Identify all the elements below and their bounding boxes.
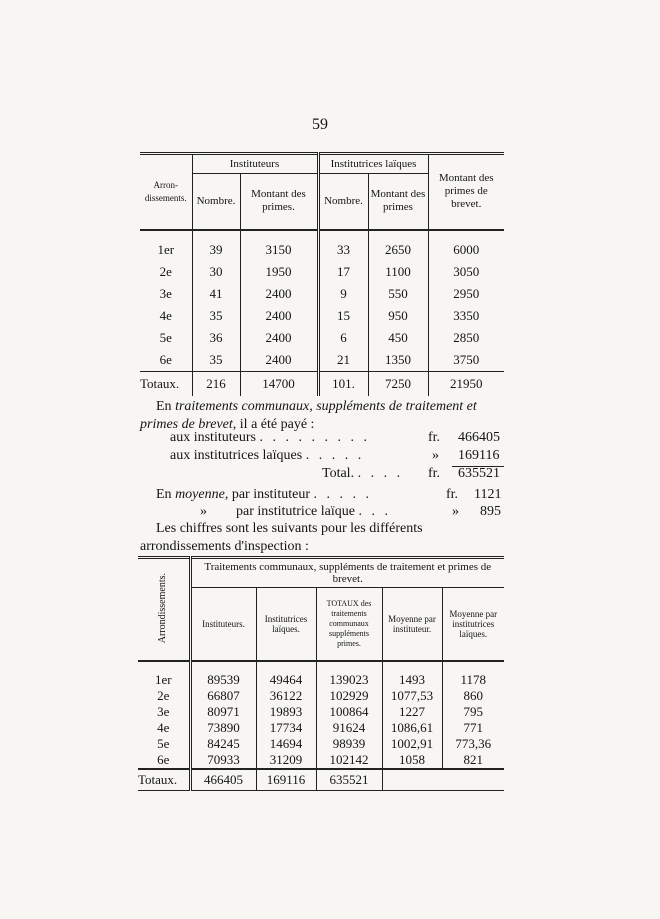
primes-table <box>140 152 504 396</box>
cell-arrond: 4e <box>159 307 172 323</box>
unit: » <box>452 504 459 519</box>
header-arrondissements: Arron-dissements. <box>140 154 192 230</box>
para-italic: traitements communaux, suppléments de traitement et primes de brevet, <box>140 399 477 432</box>
cell-arrond: 1er <box>154 672 172 687</box>
header-montant-brevet: Montant des primes de brevet. <box>428 154 504 230</box>
cell: 1350 <box>368 349 428 372</box>
cell: 101. <box>318 371 368 396</box>
cell: 821 <box>442 752 504 769</box>
cell: 635521 <box>316 769 382 791</box>
cell: 36122 <box>256 688 316 704</box>
cell: 2400 <box>240 349 318 372</box>
ditto-mark: » <box>200 504 207 519</box>
cell: 84245 <box>190 736 256 752</box>
table-row <box>140 327 504 349</box>
cell-arrond: 2e <box>159 263 172 279</box>
cell: 466405 <box>190 769 256 791</box>
table-row <box>140 261 504 283</box>
table-row <box>138 688 504 704</box>
totals-label: Totaux. <box>140 371 192 396</box>
cell: 450 <box>368 327 428 349</box>
cell: 169116 <box>256 769 316 791</box>
table-row <box>140 230 504 261</box>
cell: 3350 <box>428 305 504 327</box>
cell: 66807 <box>190 688 256 704</box>
cell: 795 <box>442 704 504 720</box>
cell: 35 <box>192 349 240 372</box>
value-moyenne-instituteur: 1121 <box>474 487 502 502</box>
cell: 3150 <box>240 230 318 261</box>
cell: 41 <box>192 283 240 305</box>
unit: fr. <box>446 487 459 502</box>
cell: 70933 <box>190 752 256 769</box>
label-institutrices: aux institutrices laïques . . . . . <box>170 448 365 463</box>
totals-row <box>140 371 504 396</box>
paragraph-payments <box>140 398 508 434</box>
arrondissements-table <box>138 556 504 791</box>
table-row <box>140 349 504 372</box>
value-institutrices: 169116 <box>458 448 500 463</box>
totals-label: Totaux. <box>138 769 190 791</box>
cell: 773,36 <box>442 736 504 752</box>
cell: 2400 <box>240 283 318 305</box>
cell: 33 <box>318 230 368 261</box>
cell: 91624 <box>316 720 382 736</box>
cell: 2650 <box>368 230 428 261</box>
cell: 2400 <box>240 305 318 327</box>
header-nombre: Nombre. <box>192 174 240 230</box>
cell: 31209 <box>256 752 316 769</box>
cell: 1058 <box>382 752 442 769</box>
label-moyenne-instituteur: En moyenne, par instituteur . . . . . <box>156 487 372 502</box>
header-institutrices: Institutrices laïques. <box>256 588 316 662</box>
paragraph-arrondissements: Les chiffres sont les suivants pour les différents arrondissements d'inspection : <box>140 521 423 554</box>
table-row <box>138 661 504 688</box>
cell: 2400 <box>240 327 318 349</box>
cell: 1178 <box>442 661 504 688</box>
label-moyenne-institutrice: par institutrice laïque . . . <box>236 504 391 519</box>
cell: 49464 <box>256 661 316 688</box>
cell-arrond: 3e <box>157 704 170 719</box>
cell-arrond: 3e <box>159 285 172 301</box>
cell: 35 <box>192 305 240 327</box>
cell: 771 <box>442 720 504 736</box>
cell: 102142 <box>316 752 382 769</box>
cell: 30 <box>192 261 240 283</box>
value-moyenne-institutrice: 895 <box>480 504 501 519</box>
cell: 73890 <box>190 720 256 736</box>
table-row <box>138 720 504 736</box>
header-moyenne-institutrice: Moyenne par institutrices laïques. <box>442 588 504 662</box>
cell: 950 <box>368 305 428 327</box>
unit: fr. <box>428 430 441 445</box>
cell: 14700 <box>240 371 318 396</box>
cell-arrond: 2e <box>157 688 170 703</box>
cell: 6 <box>318 327 368 349</box>
cell <box>442 769 504 791</box>
label-instituteurs: aux instituteurs . . . . . . . . . <box>170 430 370 445</box>
cell: 17734 <box>256 720 316 736</box>
cell: 102929 <box>316 688 382 704</box>
cell: 100864 <box>316 704 382 720</box>
header-moyenne-instituteur: Moyenne par instituteur. <box>382 588 442 662</box>
cell: 139023 <box>316 661 382 688</box>
cell: 3750 <box>428 349 504 372</box>
cell: 1493 <box>382 661 442 688</box>
table-row <box>140 283 504 305</box>
cell: 1950 <box>240 261 318 283</box>
cell: 98939 <box>316 736 382 752</box>
header-totaux: TOTAUX des traitements communaux suppléments primes. <box>316 588 382 662</box>
value-total: 635521 <box>458 466 500 481</box>
cell: 7250 <box>368 371 428 396</box>
cell: 36 <box>192 327 240 349</box>
cell: 14694 <box>256 736 316 752</box>
header-institutrices: Institutrices laïques <box>318 154 428 174</box>
cell-arrond: 5e <box>157 736 170 751</box>
cell: 216 <box>192 371 240 396</box>
cell: 9 <box>318 283 368 305</box>
cell <box>382 769 442 791</box>
unit: fr. <box>428 466 441 481</box>
table-row <box>140 305 504 327</box>
header-arrondissements: Arrondissements. <box>138 558 190 662</box>
cell: 19893 <box>256 704 316 720</box>
cell: 6000 <box>428 230 504 261</box>
header-traitements: Traitements communaux, suppléments de traitement et primes de brevet. <box>190 558 504 588</box>
table-row <box>138 752 504 769</box>
cell: 860 <box>442 688 504 704</box>
cell: 89539 <box>190 661 256 688</box>
table-row <box>138 704 504 720</box>
header-montant-primes-2: Montant des primes <box>368 174 428 230</box>
para-text: En <box>156 399 176 414</box>
cell: 1077,53 <box>382 688 442 704</box>
para-text: il a été payé : <box>236 417 315 432</box>
header-instituteurs: Instituteurs <box>192 154 318 174</box>
cell: 39 <box>192 230 240 261</box>
cell-arrond: 6e <box>157 752 170 767</box>
cell-arrond: 1er <box>157 241 175 257</box>
cell-arrond: 6e <box>159 351 172 367</box>
cell-arrond: 4e <box>157 720 170 735</box>
table-row <box>138 736 504 752</box>
cell: 21 <box>318 349 368 372</box>
cell: 1227 <box>382 704 442 720</box>
cell: 2850 <box>428 327 504 349</box>
cell: 17 <box>318 261 368 283</box>
cell: 3050 <box>428 261 504 283</box>
cell: 1002,91 <box>382 736 442 752</box>
cell-arrond: 5e <box>159 329 172 345</box>
cell: 550 <box>368 283 428 305</box>
value-instituteurs: 466405 <box>458 430 500 445</box>
cell: 15 <box>318 305 368 327</box>
totals-row <box>138 769 504 791</box>
page-number: 59 <box>312 116 328 133</box>
header-instituteurs: Instituteurs. <box>190 588 256 662</box>
label-total: Total. . . . . <box>322 466 404 481</box>
cell: 1086,61 <box>382 720 442 736</box>
cell: 21950 <box>428 371 504 396</box>
header-nombre-2: Nombre. <box>318 174 368 230</box>
cell: 80971 <box>190 704 256 720</box>
cell: 1100 <box>368 261 428 283</box>
cell: 2950 <box>428 283 504 305</box>
header-montant-primes: Montant des primes. <box>240 174 318 230</box>
unit: » <box>432 448 439 463</box>
